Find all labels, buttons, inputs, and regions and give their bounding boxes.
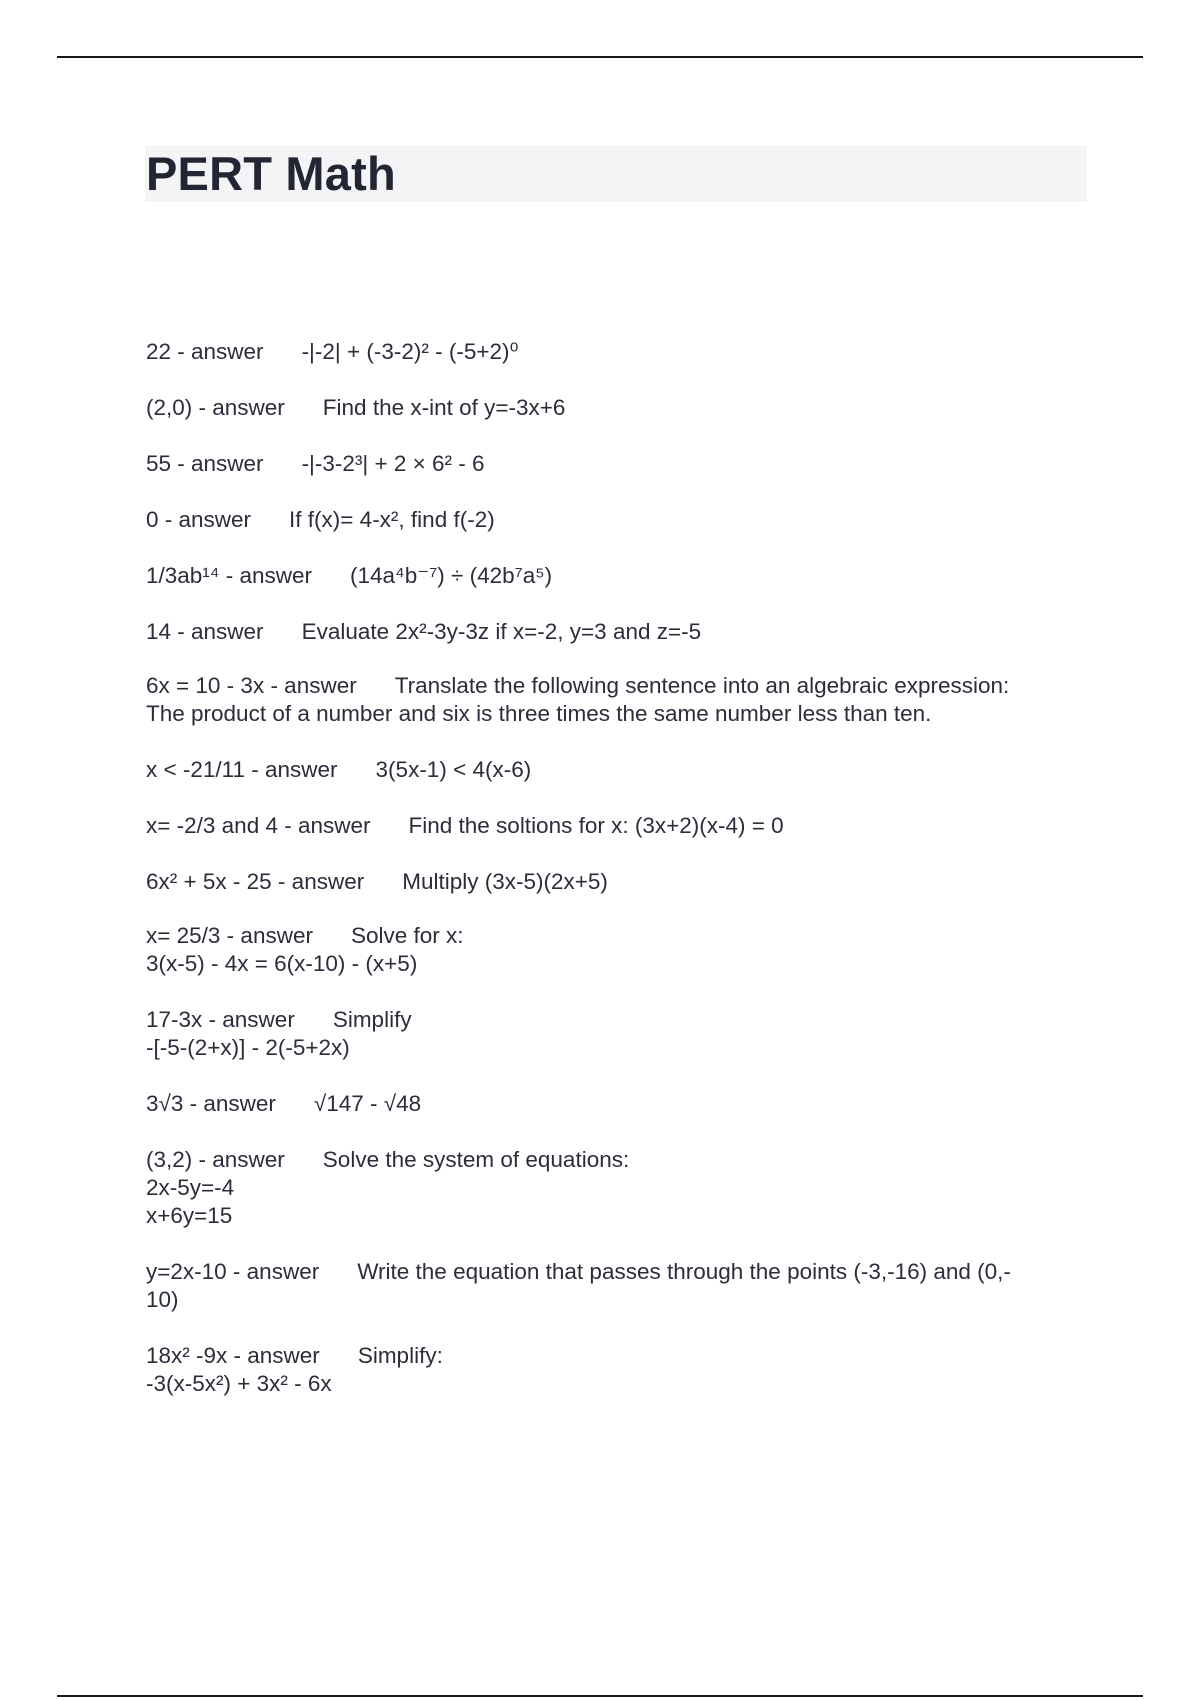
bottom-rule [57, 1695, 1143, 1697]
qa-item [146, 1006, 1086, 1062]
qa-question: Translate the following sentence into an algebraic expression: The product of a number and six is three times the same number less than ten. [146, 673, 1010, 726]
top-rule [57, 56, 1143, 58]
qa-answer: x= 25/3 - answer [146, 923, 313, 948]
qa-answer: 17-3x - answer [146, 1007, 295, 1032]
qa-answer: x= -2/3 and 4 - answer [146, 813, 371, 838]
qa-question: Find the x-int of y=-3x+6 [322, 395, 566, 420]
qa-question: Simplify: -3(x-5x²) + 3x² - 6x [146, 1343, 443, 1396]
qa-answer: 3√3 - answer [146, 1091, 276, 1116]
qa-question: √147 - √48 [313, 1091, 422, 1116]
qa-answer: 55 - answer [146, 451, 264, 476]
qa-answer: 6x = 10 - 3x - answer [146, 673, 357, 698]
qa-item [146, 1090, 1086, 1118]
qa-list [146, 338, 1086, 1398]
qa-item [146, 450, 1086, 478]
qa-answer: 1/3ab¹⁴ - answer [146, 563, 312, 588]
qa-question: If f(x)= 4-x², find f(-2) [289, 507, 495, 532]
qa-item [146, 1258, 1086, 1314]
qa-item [146, 394, 1086, 422]
qa-answer: 22 - answer [146, 339, 264, 364]
qa-question: -|-2| + (-3-2)² - (-5+2)⁰ [301, 339, 519, 364]
qa-question: Multiply (3x-5)(2x+5) [402, 869, 608, 894]
qa-question: Evaluate 2x²-3y-3z if x=-2, y=3 and z=-5 [301, 619, 702, 644]
qa-answer: 18x² -9x - answer [146, 1343, 320, 1368]
qa-answer: x < -21/11 - answer [146, 757, 338, 782]
qa-item [146, 868, 1086, 896]
qa-answer: (3,2) - answer [146, 1147, 285, 1172]
qa-item [146, 1146, 1086, 1230]
qa-answer: 14 - answer [146, 619, 264, 644]
qa-item [146, 618, 1086, 646]
qa-question: Solve for x: 3(x-5) - 4x = 6(x-10) - (x+5) [146, 923, 464, 976]
qa-question: Solve the system of equations: 2x-5y=-4 x+6y=15 [146, 1147, 630, 1228]
qa-item [146, 672, 1086, 728]
qa-item [146, 922, 1086, 978]
qa-question: 3(5x-1) < 4(x-6) [375, 757, 532, 782]
qa-item [146, 756, 1086, 784]
qa-item [146, 506, 1086, 534]
qa-answer: 0 - answer [146, 507, 252, 532]
qa-item [146, 812, 1086, 840]
qa-question: Find the soltions for x: (3x+2)(x-4) = 0 [408, 813, 784, 838]
qa-answer: y=2x-10 - answer [146, 1259, 320, 1284]
qa-item [146, 338, 1086, 366]
qa-question: Simplify -[-5-(2+x)] - 2(-5+2x) [146, 1007, 412, 1060]
qa-item [146, 1342, 1086, 1398]
qa-item [146, 562, 1086, 590]
qa-question: -|-3-2³| + 2 × 6² - 6 [301, 451, 485, 476]
qa-answer: 6x² + 5x - 25 - answer [146, 869, 365, 894]
qa-answer: (2,0) - answer [146, 395, 285, 420]
qa-question: (14a⁴b⁻⁷) ÷ (42b⁷a⁵) [350, 563, 553, 588]
qa-question: Write the equation that passes through the points (-3,-16) and (0,- 10) [146, 1259, 1011, 1312]
page-title: PERT Math [146, 147, 396, 200]
